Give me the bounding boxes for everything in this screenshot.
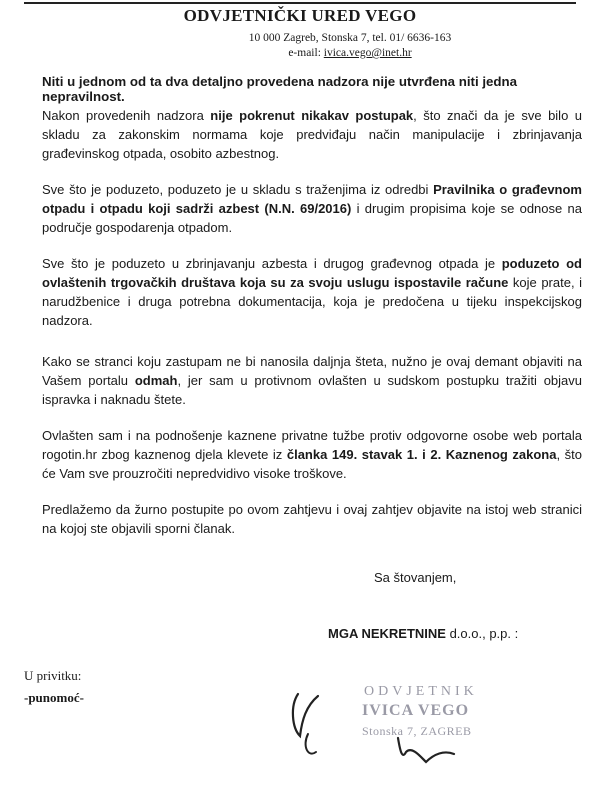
p3-text-a: Sve što je poduzeto u zbrinjavanju azbesta i drugog građevnog otpada je [42, 256, 502, 271]
p3-text-bold: poduzeto od ovlaštenih trgovačkih društava koja su za svoju uslugu ispostavile račune [42, 256, 582, 290]
email-link[interactable]: ivica.vego@inet.hr [323, 47, 412, 59]
p3-text-c: koje prate, i narudžbenice i druga potrebna dokumentacija, koja je predočena u tijeku inspekcijskog nadzora. [42, 275, 582, 328]
p5-text-bold: članka 149. stavak 1. i 2. Kaznenog zakona [286, 447, 557, 462]
p4-text-a: Kako se stranci koju zastupam ne bi nanosila daljnja šteta, nužno je ovaj demant objaviti na Vašem portalu [42, 354, 582, 388]
stamp-address: Stonska 7, ZAGREB [362, 724, 472, 738]
letterhead-rule [24, 2, 576, 4]
p5-text-a: Ovlašten sam i na podnošenje kaznene privatne tužbe protiv odgovorne osobe web portala rogotin.hr zbog kaznenog djela klevete iz [42, 428, 582, 462]
p5-text-c: , što će Vam sve prouzročiti nepredvidivo visoke troškove. [42, 447, 582, 481]
closing-greeting: Sa štovanjem, [374, 570, 457, 585]
p2-text-bold: Pravilnika o građevnom otpadu i otpadu koji sadrži azbest (N.N. 69/2016) [42, 182, 582, 216]
paragraph-5 [42, 426, 582, 483]
p2-text-a: Sve što je poduzeto, poduzeto je u skladu s traženjima iz odredbi [42, 182, 434, 197]
firm-name: ODVJETNIČKI URED VEGO [183, 6, 417, 25]
p2-text-c: i drugim propisima koje se odnose na područje gospodarenja otpadom. [42, 201, 582, 235]
signatory-company [328, 626, 518, 641]
attachments-label: U privitku: [24, 668, 82, 683]
paragraph-4 [42, 352, 582, 409]
paragraph-1 [42, 106, 582, 163]
paragraph-6: Predlažemo da žurno postupite po ovom zahtjevu i ovaj zahtjev objavite na istoj web stranici na kojoj ste objavili sporni članak. [42, 502, 582, 536]
p1-text-a: Nakon provedenih nadzora [42, 108, 211, 123]
company-suffix: d.o.o., p.p. : [445, 626, 519, 641]
lead-statement: Niti u jednom od ta dva detaljno provedena nadzora nije utvrđena niti jedna nepravilnost. [42, 74, 518, 104]
email-label: e-mail: [288, 47, 324, 59]
firm-email [200, 47, 500, 59]
p4-text-c: , jer sam u protivnom ovlašten u sudskom postupku tražiti objavu ispravka i naknadu štete. [42, 373, 582, 407]
stamp-title: ODVJETNIK [364, 684, 478, 699]
paragraph-3 [42, 254, 582, 330]
attachment-item: -punomoć- [24, 690, 84, 705]
p1-text-bold: nije pokrenut nikakav postupak [210, 108, 414, 123]
paragraph-2 [42, 180, 582, 237]
firm-address: 10 000 Zagreb, Stonska 7, tel. 01/ 6636-163 [248, 32, 452, 44]
p1-text-c: , što znači da je sve bilo u skladu za zakonskim normama koje predviđaju način manipulacije i zbrinjavanja građevinskog otpada, osobito azbestnog. [42, 108, 582, 161]
stamp-name: IVICA VEGO [362, 702, 470, 719]
company-name: MGA NEKRETNINE [328, 626, 446, 641]
p4-text-bold: odmah [134, 373, 178, 388]
